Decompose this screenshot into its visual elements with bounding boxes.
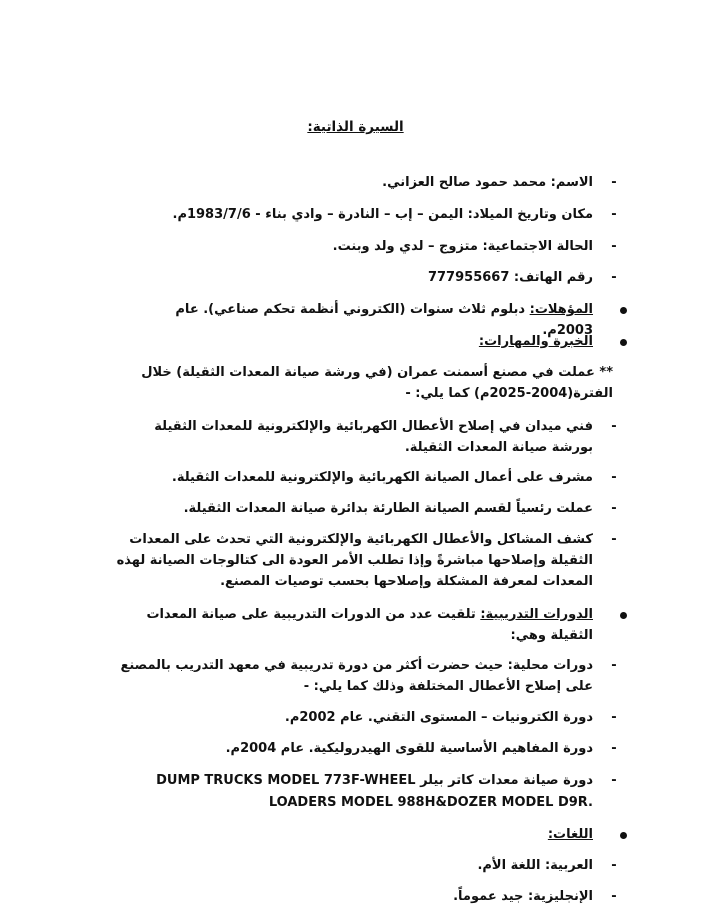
qualifications-label: المؤهلات: — [529, 302, 593, 317]
experience-item-text: فني ميدان في إصلاح الأعطال الكهربائية والإلكترونية للمعدات الثقيلة بورشة صيانة المعدات الثقيلة. — [154, 419, 593, 455]
experience-heading — [123, 331, 593, 352]
caterpillar-en-line1: DUMP TRUCKS MODEL 773F-WHEEL — [156, 773, 416, 788]
languages-heading — [123, 824, 593, 845]
dash-marker: - — [611, 658, 617, 673]
title-text: السيرة الذاتية: — [307, 119, 404, 135]
phone-item — [123, 267, 617, 288]
training-label: الدورات التدريبية: — [480, 607, 593, 622]
language-text: الإنجليزية: جيد عموماً. — [453, 889, 593, 904]
marital-text: الحالة الاجتماعية: متزوج – لدي ولد وبنت. — [332, 239, 593, 254]
name-item — [123, 172, 617, 193]
experience-intro-text: ** عملت في مصنع أسمنت عمران (في ورشة صيانة المعدات الثقيلة) خلال الفترة(2004-2025م) كما يلي: - — [141, 365, 613, 401]
dash-marker: - — [611, 270, 617, 285]
language-item — [123, 886, 617, 907]
qualifications-text: دبلوم ثلاث سنوات (الكتروني أنظمة تحكم صناعي). عام 2003م. — [175, 302, 593, 338]
experience-item — [113, 467, 617, 488]
caterpillar-ar-text: دورة صيانة معدات كاتر بيلر — [420, 773, 593, 788]
dash-marker: - — [611, 858, 617, 873]
dash-marker: - — [611, 419, 617, 434]
dash-marker: - — [611, 773, 617, 788]
training-sub-text: دورة المفاهيم الأساسية للقوى الهيدروليكية. عام 2004م. — [225, 741, 593, 756]
experience-item-text: كشف المشاكل والأعطال الكهربائية والإلكترونية التي تحدث على المعدات الثقيلة وإصلاحها مباشرةً وإذا تطلب الأمر العودة الى كتالوجات الصيانة لهذه المعدات لمعرفة المشكلة وإصلاحها بحسب توصيات المصنع. — [116, 532, 593, 589]
training-sub-text: دورات محلية: حيث حضرت أكثر من دورة تدريبية في معهد التدريب بالمصنع على إصلاح الأعطال المختلفة وذلك كما يلي: - — [120, 658, 593, 694]
caterpillar-item-cont — [113, 792, 593, 813]
experience-item — [113, 498, 617, 519]
dash-marker: - — [611, 501, 617, 516]
languages-heading-text: اللغات: — [547, 827, 593, 842]
marital-item — [123, 236, 617, 257]
dash-marker: - — [611, 532, 617, 547]
caterpillar-en-line2: LOADERS MODEL 988H&DOZER MODEL D9R. — [268, 795, 593, 810]
birth-item — [123, 204, 617, 225]
experience-item-text: مشرف على أعمال الصيانة الكهربائية والإلكترونية للمعدات الثقيلة. — [171, 470, 593, 485]
dash-marker: - — [611, 470, 617, 485]
training-sub-item — [123, 707, 617, 728]
language-text: العربية: اللغة الأم. — [477, 858, 593, 873]
experience-heading-text: الخبرة والمهارات: — [478, 334, 593, 349]
caterpillar-item — [113, 770, 617, 791]
dash-marker: - — [611, 239, 617, 254]
dash-marker: - — [611, 889, 617, 904]
dash-marker: - — [611, 175, 617, 190]
dash-marker: - — [611, 207, 617, 222]
bullet-icon — [620, 832, 627, 839]
bullet-icon — [620, 612, 627, 619]
name-text: الاسم: محمد حمود صالح العزاني. — [382, 175, 593, 190]
phone-text: رقم الهاتف: 777955667 — [427, 270, 593, 285]
training-item — [113, 604, 593, 646]
dash-marker: - — [611, 710, 617, 725]
language-item — [123, 855, 617, 876]
experience-intro — [105, 362, 613, 404]
experience-item — [113, 416, 617, 458]
birth-text: مكان وتاريخ الميلاد: اليمن – إب – النادرة – وادي بناء - 1983/7/6م. — [172, 207, 593, 222]
training-sub-item — [123, 738, 617, 759]
document-title — [0, 117, 711, 138]
bullet-icon — [620, 307, 627, 314]
experience-item-text: عملت رئسياً لقسم الصيانة الطارئة بدائرة صيانة المعدات الثقيلة. — [183, 501, 593, 516]
bullet-icon — [620, 339, 627, 346]
dash-marker: - — [611, 741, 617, 756]
training-sub-item — [113, 655, 617, 697]
experience-item — [113, 529, 617, 592]
training-sub-text: دورة الكترونيات – المستوى التقني. عام 2002م. — [284, 710, 593, 725]
training-text: تلقيت عدد من الدورات التدريبية على صيانة المعدات الثقيلة وهي: — [146, 607, 593, 643]
